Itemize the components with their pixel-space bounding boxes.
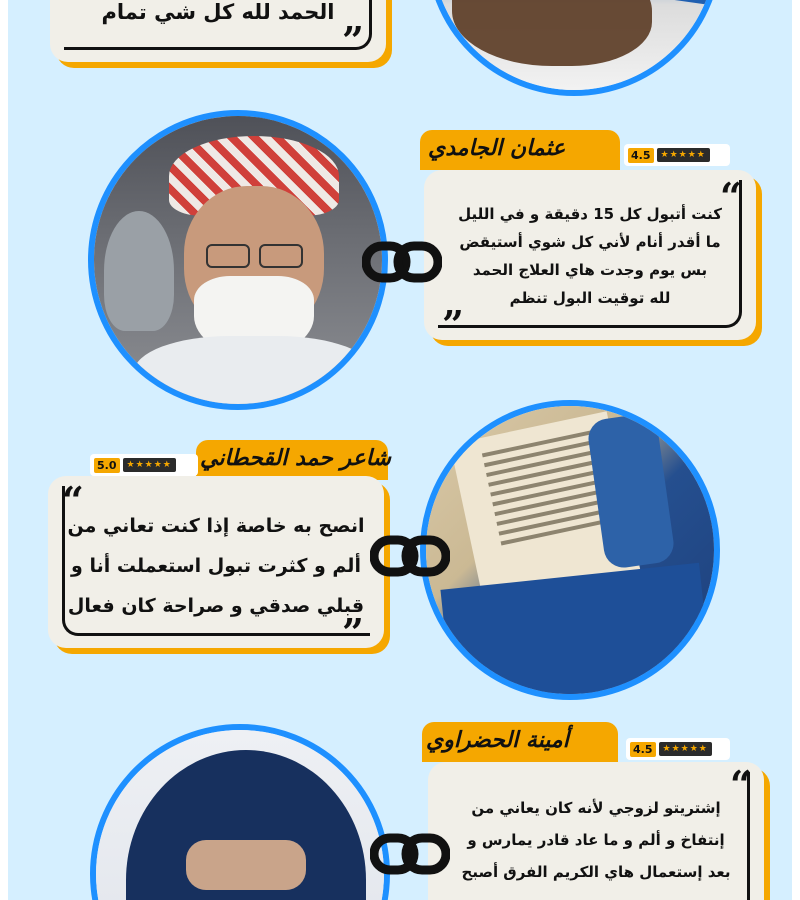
review-card-3 bbox=[48, 476, 384, 655]
rating-value: 4.5 bbox=[628, 148, 654, 163]
chain-link-icon bbox=[362, 240, 442, 284]
star-rating-icon: ★★★★★ bbox=[123, 458, 176, 472]
chain-link-icon bbox=[370, 534, 450, 578]
open-quote-icon: “ bbox=[730, 762, 752, 807]
open-quote-icon: “ bbox=[720, 174, 742, 219]
review-text-line: انصح به خاصة إذا كنت تعاني من bbox=[67, 515, 365, 537]
review-photo-3 bbox=[420, 400, 720, 700]
reviewer-name: شاعر حمد القحطاني bbox=[200, 446, 391, 471]
review-text-line: قبلي صدقي و صراحة كان فعال bbox=[67, 595, 365, 617]
reviewer-name: أمينة الحضراوي bbox=[426, 728, 569, 753]
review-text: الحمد لله كل شي تمام bbox=[101, 0, 335, 24]
star-rating-icon: ★★★★★ bbox=[657, 148, 710, 162]
review-card-4 bbox=[428, 762, 764, 900]
review-photo-1 bbox=[426, 0, 722, 96]
review-text-line: إشتريتو لزوجي لأنه كان يعاني من bbox=[471, 799, 721, 817]
review-card-1 bbox=[50, 0, 386, 62]
review-text-line: بس يوم وجدت هاي العلاج الحمد bbox=[472, 261, 708, 279]
close-quote-icon: ” bbox=[442, 302, 464, 347]
rating-badge bbox=[90, 454, 198, 476]
review-text-line: إنتفاخ و ألم و ما عاد قادر يمارس و bbox=[467, 831, 725, 849]
rating-badge bbox=[624, 144, 730, 166]
open-quote-icon: “ bbox=[62, 478, 84, 523]
testimonials-panel bbox=[8, 0, 792, 900]
review-photo-2 bbox=[88, 110, 388, 410]
close-quote-icon: ” bbox=[342, 610, 364, 655]
review-text-line: كنت أتبول كل 15 دقيقة و في الليل bbox=[458, 205, 722, 223]
chain-link-icon bbox=[370, 832, 450, 876]
reviewer-name: عثمان الجامدي bbox=[428, 136, 566, 161]
review-text-line: بعد إستعمال هاي الكريم الفرق أصبح bbox=[461, 863, 731, 881]
star-rating-icon: ★★★★★ bbox=[659, 742, 712, 756]
review-card-2 bbox=[424, 170, 756, 347]
close-quote-icon: ” bbox=[342, 18, 364, 63]
rating-value: 4.5 bbox=[630, 742, 656, 757]
review-text-line: لله توقيت البول تنظم bbox=[509, 289, 671, 307]
rating-badge bbox=[626, 738, 730, 760]
rating-value: 5.0 bbox=[94, 458, 120, 473]
review-photo-4 bbox=[90, 724, 390, 900]
review-text-line: ألم و كثرت تبول استعملت أنا و bbox=[71, 555, 361, 577]
review-text-line: ما أقدر أنام لأني كل شوي أستيقض bbox=[459, 233, 721, 251]
